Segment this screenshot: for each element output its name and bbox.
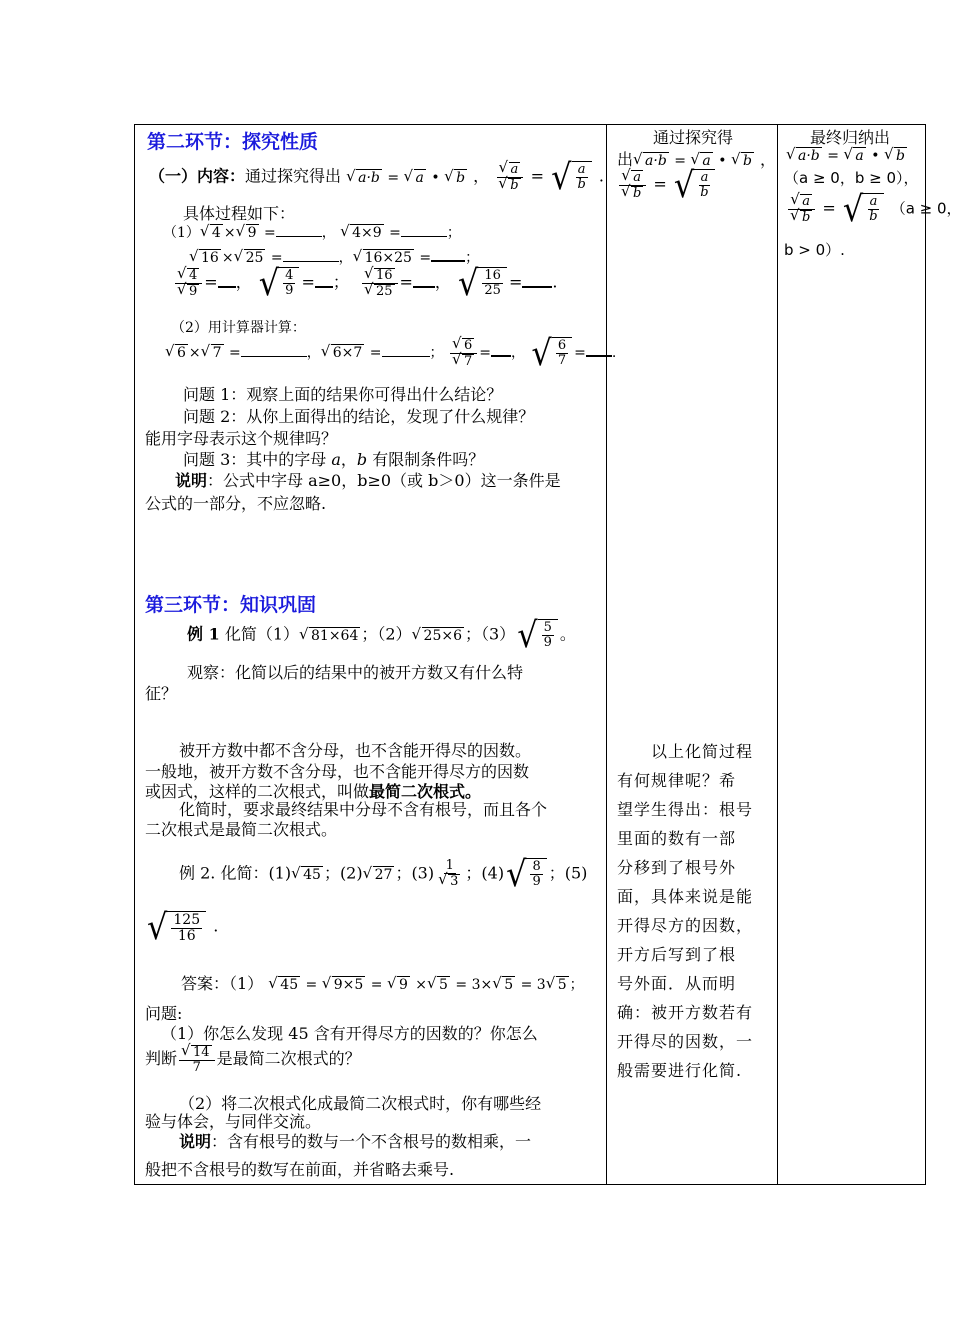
example-1-end: 。 [559,624,576,644]
question-3 [183,447,484,470]
questions-label: 问题: [145,1004,183,1023]
col2-top-a: 通过探究得 [653,128,734,147]
note-2-label: 说明 [179,1132,212,1151]
qq-1-a: （1）你怎么发现 45 含有开得尽方的因数的？你怎么 [161,1024,538,1043]
content-label: （一）内容： [149,166,246,186]
qq-1-b: 判断 √ $\frac{14}{7}$ 是最简二次根式的？ [145,1045,361,1074]
variable-b: b [356,450,368,469]
col2-explanation-line: 面，具体来说是能 [617,887,754,906]
col2-explanation-line: 有何规律呢？希 [617,771,737,790]
note-2-text: ：含有根号的数与一个不含根号的数相乘，一 [211,1132,532,1151]
step-1-line-b: √ 16 ×√ 25 = ，√ 16×25 = ； [189,246,479,267]
separator: ， [340,450,357,469]
example-2-part4: ；(4) [465,863,505,883]
formula-product: √ a·b = √ a • √ b [346,170,468,186]
col2-explanation-line: 开得尽的因数，一 [617,1032,754,1051]
variable-a: a [331,450,341,469]
section-2-title: 第二环节：探究性质 [147,131,319,153]
example-2-part3: ；(3) [395,863,435,883]
col2-explanation-line: 般需要进行化简. [617,1061,743,1080]
lesson-table [134,124,962,1185]
observe-a: 观察：化简以后的结果中的被开方数又有什么特 [187,663,524,682]
definition-a: 被开方数中都不含分母，也不含能开得尽的因数。 [179,741,532,760]
answer-label: 答案：（1） [181,974,264,993]
example-2-part2: ；(2) [323,863,363,883]
example-2-part5: ；(5) [548,863,588,883]
qq-2-b: 验与体会，与同伴交流。 [145,1112,322,1131]
example-1: 例 1 化简（1）√ 81×64 ；（2）√ 25×6 ；（3） √ $\frac{5}{9}$ 。 [187,619,576,651]
content-line: （一）内容：通过探究得出 √ a·b = √ a • √ b ， √ a √ b = √ $\frac{a}{b}$ . [149,161,604,193]
content-text: 通过探究得出 [245,166,342,186]
step-2-label: （2）用计算器计算： [171,320,306,336]
section-3-title: 第三环节：知识巩固 [145,594,317,616]
col3-line1: 最终归纳出 [810,128,891,147]
example-2: 例 2. 化简：(1)√ 45 ；(2)√ 27 ；(3) 1 √ 3 ；(4) √ $\frac{8}{9}$ ；(5) [179,858,587,890]
example-1-text: 化简（1） [224,624,299,644]
question-1: 问题 1：观察上面的结果你可得出什么结论？ [183,385,503,404]
col2-explanation-line: 里面的数有一部 [617,829,737,848]
question-2-a: 问题 2：从你上面得出的结论，发现了什么规律？ [183,407,535,426]
process-label: 具体过程如下： [183,204,296,223]
example-1-part3: ；（3） [465,624,516,644]
step-1-label: （1） [163,225,200,241]
col2-explanation-line: 分移到了根号外 [617,858,737,877]
step-1-line-a: （1）√ 4 ×√ 9 = ， √ 4×9 = ； [163,222,461,242]
content-column [135,125,617,1184]
col2-top-b: 出√ a·b = √ a • √ b ， [617,147,776,170]
note-1-b: 公式的一部分，不应忽略. [145,494,327,513]
col2-explanation-line: 号外面．从而明 [617,974,737,993]
col2-explanation [617,737,773,1085]
col3-cond2: （a ≥ 0， [890,199,962,218]
col2-explanation-line: 开得尽方的因数， [617,916,754,935]
example-2-text: 例 2. 化简：(1) [179,863,292,883]
student-activity-column [607,125,777,1184]
definition-text: 或因式，这样的二次根式，叫做 [145,782,370,801]
col3-cond1: （a ≥ 0，b ≥ 0）， [784,169,919,187]
qq-1-text: 判断 [145,1049,178,1069]
definition-b: 一般地，被开方数不含分母，也不含能开得尽方的因数 [145,762,530,781]
term-simplest-radical: 最简二次根式。 [369,782,482,801]
col3-formula-product: √ a·b = √ a • √ b [786,147,908,164]
note-text: ：公式中字母 a≥0，b≥0（或 b＞0）这一条件是 [207,471,561,490]
note-2-b: 般把不含根号的数写在前面，并省略去乘号. [145,1160,455,1179]
example-1-label: 例 1 [187,624,220,644]
question-3-tail: 有限制条件吗？ [367,450,485,469]
example-2-cont: √ $\frac{125}{16}$ . [147,906,219,948]
qq-1-tail: 是最简二次根式的？ [216,1049,361,1069]
col2-formula: √ a √ b = √ $\frac{a}{b}$ [617,169,717,201]
formula-quotient-right: √ $\frac{a}{b}$ [551,161,592,193]
example-1-part2: ；（2） [361,624,412,644]
summary-column [778,125,962,1184]
col2-top-text: 出 [617,150,634,169]
note-1 [175,468,561,491]
note-label: 说明 [175,471,208,490]
col3-formula-quotient: √ a √ b = √ $\frac{a}{b}$ （a ≥ 0， [786,193,962,225]
col2-explanation-line: 以上化简过程 [651,742,754,761]
formula-quotient-left: √ a √ b [496,162,523,192]
qq-2-a: （2）将二次根式化成最简二次根式时，你有哪些经 [179,1094,542,1113]
col2-explanation-line: 确：被开方数若有 [617,1003,754,1022]
note-2 [179,1129,531,1152]
answer-line: 答案：（1） √ 45 = √ 9×5 = √ 9 ×√ 5 = 3×√ 5 = 3√ 5 ； [181,971,584,994]
rule-b: 二次根式是最简二次根式。 [145,820,338,839]
observe-b: 征？ [145,684,178,703]
rule-a: 化简时，要求最终结果中分母不含有根号，而且各个 [179,800,548,819]
col3-cond3: b > 0）. [784,241,845,259]
step-1-line-c: √ 4 √ 9 = ， √ $\frac{4}{9}$ = ； √ 16 √ 25 = ， √ $\frac{16}{25}$ = . [173,267,557,299]
step-2-line: √ 6 ×√ 7 = ，√ 6×7 = ； √ 6 √ 7 = ， √ $\frac{6}{7}$ = . [165,337,616,369]
col2-explanation-line: 开方后写到了根 [617,945,737,964]
col2-explanation-line: 望学生得出：根号 [617,800,754,819]
question-3-text: 问题 3：其中的字母 [183,450,332,469]
question-2-b: 能用字母表示这个规律吗？ [145,429,338,448]
